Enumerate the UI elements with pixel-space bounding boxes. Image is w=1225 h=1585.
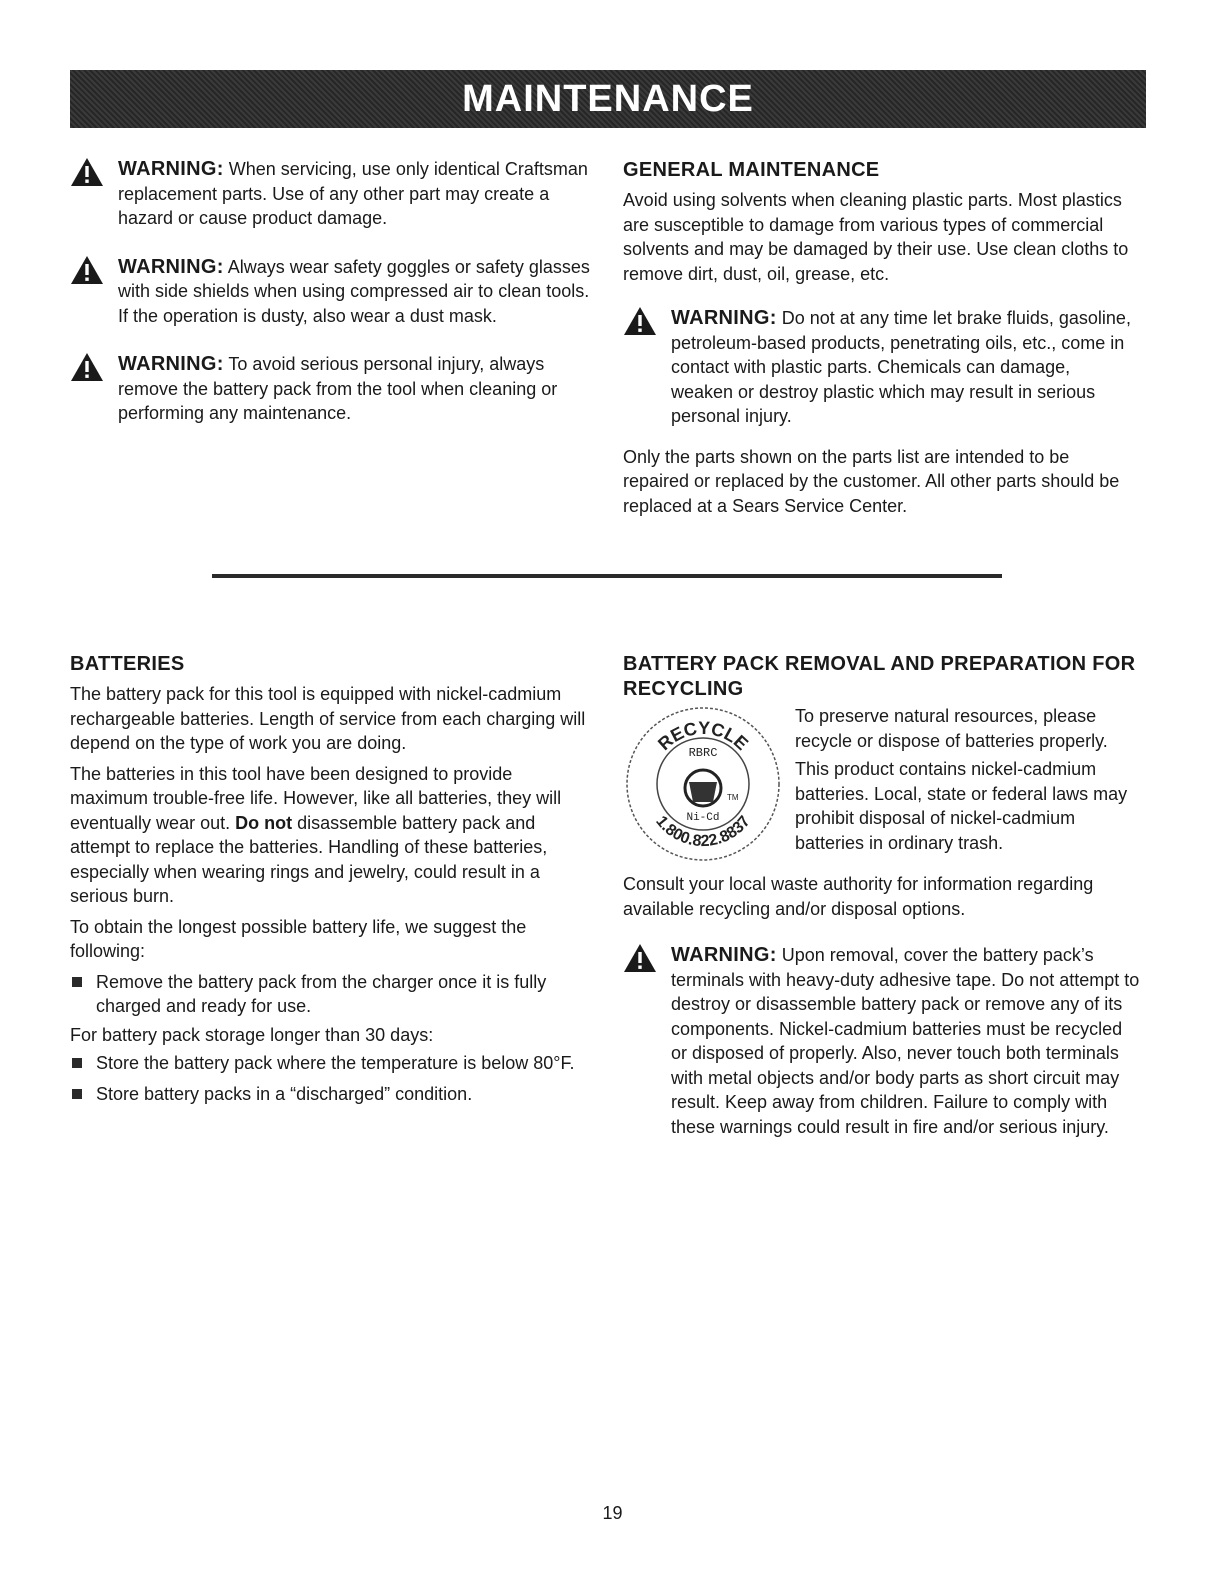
section-banner: [70, 70, 1146, 128]
paragraph: [70, 762, 595, 909]
warning-triangle-icon: [70, 352, 104, 382]
list-item-text: Store battery packs in a “discharged” condition.: [96, 1083, 473, 1104]
square-bullet-icon: [72, 1089, 82, 1099]
recycling-intro: [623, 704, 1143, 866]
warning-block: [70, 157, 600, 231]
warning-label: WARNING:: [118, 158, 224, 180]
paragraph: Only the parts shown on the parts list are intended to be repaired or replaced by the customer. All other parts should be replaced at a Sears Service Center.: [623, 446, 1120, 516]
section-heading: BATTERY PACK REMOVAL AND PREPARATION FOR RECYCLING: [623, 653, 1136, 700]
square-bullet-icon: [72, 1058, 82, 1068]
list-item: [70, 1051, 595, 1076]
warning-label: WARNING:: [671, 944, 777, 966]
paragraph: Consult your local waste authority for information regarding available recycling and/or disposal options.: [623, 874, 1094, 919]
warning-label: WARNING:: [118, 255, 224, 278]
warning-triangle-icon: [623, 306, 657, 336]
list-item-text: Remove the battery pack from the charger once it is fully charged and ready for use.: [96, 971, 547, 1016]
warning-text: When servicing, use only identical Craftsman replacement parts. Use of any other part may create a hazard or cause product damage.: [118, 159, 588, 228]
section-divider: [212, 574, 1002, 578]
rbrc-recycle-seal-icon: [623, 704, 783, 864]
warning-triangle-icon: [70, 157, 104, 187]
seal-center-text: RBRC: [688, 746, 718, 760]
paragraph: Avoid using solvents when cleaning plastic parts. Most plastics are susceptible to damage from various types of commercial solvents and may be damaged by their use. Use clean cloths to remove dirt, dust, oil, grease, etc.: [623, 190, 1129, 284]
list-item-text: Store the battery pack where the temperature is below 80°F.: [96, 1053, 575, 1073]
warning-block: [623, 943, 1143, 1139]
seal-phone-text: 1.800.822.8837: [652, 813, 754, 851]
paragraph-text: disassemble battery pack and attempt to replace the batteries. Handling of these batteries, especially when wearing rings and jewelry, could result in a serious burn.: [70, 812, 548, 906]
recycling-section: [623, 652, 1143, 1139]
emphasis-text: Do not: [235, 812, 293, 833]
paragraph-text: The batteries in this tool have been designed to provide maximum trouble-free life. However, like all batteries, they will eventually wear out.: [70, 763, 562, 833]
warning-triangle-icon: [70, 255, 104, 285]
section-heading: BATTERIES: [70, 653, 185, 675]
page-title: MAINTENANCE: [462, 77, 754, 120]
warning-text: Do not at any time let brake fluids, gasoline, petroleum-based products, penetrating oils, etc., come in contact with plastic parts. Chemicals can damage, weaken or destroy plastic which may result in serious personal injury.: [671, 308, 1131, 426]
paragraph: For battery pack storage longer than 30 days:: [70, 1024, 434, 1045]
seal-tm: TM: [727, 793, 739, 802]
warning-label: WARNING:: [671, 307, 777, 329]
warning-block: [70, 352, 600, 426]
warning-text: Always wear safety goggles or safety glasses with side shields when using compressed air to clean tools. If the operation is dusty, also wear a dust mask.: [118, 256, 590, 326]
warning-triangle-icon: [623, 943, 657, 973]
paragraph: To preserve natural resources, please recycle or dispose of batteries properly.: [795, 706, 1108, 751]
seal-top-text: RECYCLE: [654, 717, 753, 755]
warning-text: Upon removal, cover the battery pack’s terminals with heavy-duty adhesive tape. Do not attempt to destroy or disassemble battery pack or remove any of its components. Nickel-cadmium batteries must be recycled or disposed of properly. Also, never touch both terminals with metal objects and/or body parts as short circuit may result. Keep away from children. Failure to comply with these warnings could result in fire and/or serious injury.: [671, 945, 1140, 1137]
paragraph: This product contains nickel-cadmium batteries. Local, state or federal laws may prohibit disposal of nickel-cadmium batteries in ordinary trash.: [795, 759, 1128, 853]
left-warnings: [70, 157, 600, 426]
warning-block: [70, 255, 600, 329]
page-number: 19: [602, 1503, 623, 1523]
warning-block: [623, 306, 1133, 429]
list-item: [70, 970, 595, 1019]
list-item: [70, 1082, 595, 1107]
paragraph: To obtain the longest possible battery life, we suggest the following:: [70, 916, 527, 961]
paragraph: The battery pack for this tool is equipped with nickel-cadmium rechargeable batteries. Length of service from each charging will depend on the type of work you are doing.: [70, 684, 586, 753]
seal-chem-text: Ni-Cd: [686, 812, 720, 824]
square-bullet-icon: [72, 977, 82, 987]
section-heading: GENERAL MAINTENANCE: [623, 159, 880, 181]
general-maintenance-section: [623, 158, 1133, 518]
batteries-section: [70, 652, 595, 1106]
warning-text: To avoid serious personal injury, always remove the battery pack from the tool when cleaning or performing any maintenance.: [118, 354, 558, 423]
warning-label: WARNING:: [118, 353, 224, 375]
